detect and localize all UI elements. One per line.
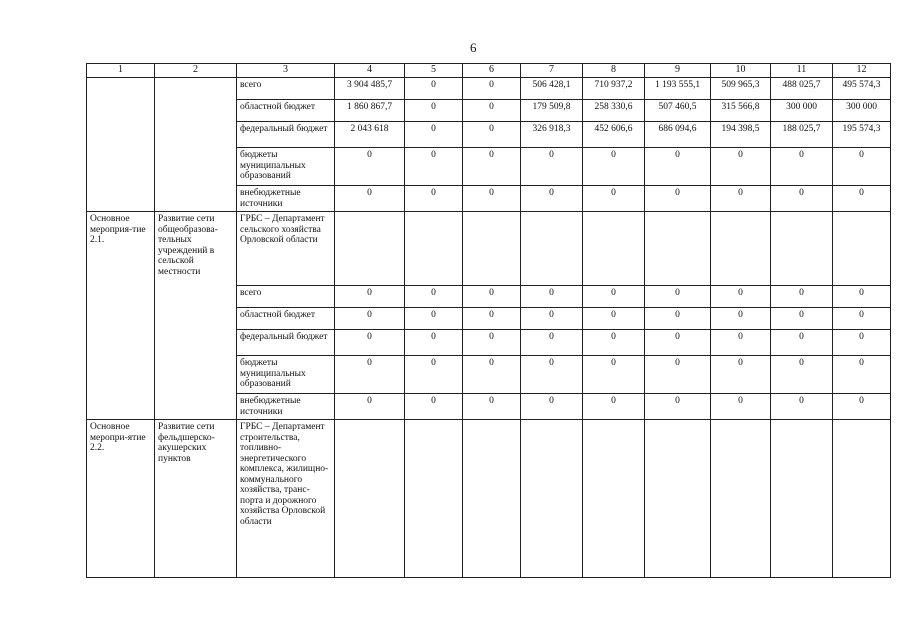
empty-cell: [645, 212, 711, 286]
value-cell: 1 860 867,7: [335, 100, 405, 122]
measure-row: [87, 212, 891, 286]
source-label: внебюджетные источники: [237, 394, 335, 420]
value-cell: 194 398,5: [711, 122, 771, 148]
value-cell: 0: [463, 286, 521, 308]
value-cell: 0: [583, 286, 645, 308]
measure-code: Основное мероприя-тие 2.1.: [87, 212, 155, 420]
empty-cell: [405, 212, 463, 286]
value-cell: 258 330,6: [583, 100, 645, 122]
value-cell: 509 965,3: [711, 78, 771, 100]
value-cell: 300 000: [771, 100, 833, 122]
value-cell: 0: [463, 100, 521, 122]
value-cell: 0: [833, 308, 891, 330]
grbs-label: ГРБС – Департамент строительства, топливно-энергетического комплекса, жилищно-коммунального хозяйства, транс-порта и дорожного хозяйства Орловской области: [237, 420, 335, 578]
value-cell: 0: [463, 78, 521, 100]
value-cell: 0: [521, 286, 583, 308]
column-header: 3: [237, 64, 335, 78]
value-cell: 188 025,7: [771, 122, 833, 148]
value-cell: 0: [405, 308, 463, 330]
empty-cell: [711, 420, 771, 578]
measure-name: Развитие сети фельдшерско-акушерских пунктов: [155, 420, 237, 578]
value-cell: 3 904 485,7: [335, 78, 405, 100]
value-cell: 0: [463, 186, 521, 212]
value-cell: 0: [583, 148, 645, 186]
empty-cell: [87, 78, 155, 212]
value-cell: 0: [521, 330, 583, 356]
empty-cell: [583, 212, 645, 286]
value-cell: 506 428,1: [521, 78, 583, 100]
column-header: 4: [335, 64, 405, 78]
value-cell: 0: [645, 330, 711, 356]
value-cell: 0: [335, 148, 405, 186]
value-cell: 507 460,5: [645, 100, 711, 122]
value-cell: 326 918,3: [521, 122, 583, 148]
empty-cell: [335, 420, 405, 578]
value-cell: 0: [833, 286, 891, 308]
value-cell: 0: [405, 78, 463, 100]
value-cell: 0: [463, 122, 521, 148]
source-label: бюджеты муниципальных образований: [237, 148, 335, 186]
empty-cell: [405, 420, 463, 578]
empty-cell: [521, 212, 583, 286]
value-cell: 315 566,8: [711, 100, 771, 122]
value-cell: 0: [771, 394, 833, 420]
value-cell: 0: [645, 186, 711, 212]
value-cell: 0: [583, 356, 645, 394]
value-cell: 0: [711, 308, 771, 330]
value-cell: 0: [645, 394, 711, 420]
column-header: 5: [405, 64, 463, 78]
value-cell: 0: [645, 286, 711, 308]
value-cell: 179 509,8: [521, 100, 583, 122]
value-cell: 0: [711, 286, 771, 308]
value-cell: 0: [521, 356, 583, 394]
value-cell: 710 937,2: [583, 78, 645, 100]
empty-cell: [583, 420, 645, 578]
column-header: 7: [521, 64, 583, 78]
column-number-row: [87, 64, 891, 78]
column-header: 2: [155, 64, 237, 78]
value-cell: 0: [521, 308, 583, 330]
value-cell: 0: [335, 186, 405, 212]
value-cell: 0: [405, 186, 463, 212]
value-cell: 0: [405, 330, 463, 356]
empty-cell: [463, 420, 521, 578]
value-cell: 0: [645, 356, 711, 394]
value-cell: 0: [335, 394, 405, 420]
value-cell: 0: [583, 330, 645, 356]
empty-cell: [771, 212, 833, 286]
value-cell: 686 094,6: [645, 122, 711, 148]
value-cell: 488 025,7: [771, 78, 833, 100]
value-cell: 0: [711, 394, 771, 420]
value-cell: 0: [711, 330, 771, 356]
empty-cell: [833, 420, 891, 578]
value-cell: 0: [521, 148, 583, 186]
value-cell: 0: [583, 308, 645, 330]
column-header: 10: [711, 64, 771, 78]
value-cell: 0: [405, 148, 463, 186]
value-cell: 0: [463, 330, 521, 356]
value-cell: 0: [711, 148, 771, 186]
value-cell: 2 043 618: [335, 122, 405, 148]
value-cell: 0: [463, 356, 521, 394]
value-cell: 0: [463, 394, 521, 420]
value-cell: 0: [405, 356, 463, 394]
source-label: внебюджетные источники: [237, 186, 335, 212]
source-label: федеральный бюджет: [237, 330, 335, 356]
value-cell: 0: [405, 100, 463, 122]
value-cell: 0: [833, 186, 891, 212]
column-header: 1: [87, 64, 155, 78]
value-cell: 0: [521, 186, 583, 212]
value-cell: 0: [771, 148, 833, 186]
value-cell: 1 193 555,1: [645, 78, 711, 100]
measure-row: [87, 420, 891, 578]
value-cell: 0: [521, 394, 583, 420]
empty-cell: [155, 78, 237, 212]
value-cell: 0: [833, 330, 891, 356]
measure-code: Основное меропри-ятие 2.2.: [87, 420, 155, 578]
empty-cell: [645, 420, 711, 578]
value-cell: 0: [771, 330, 833, 356]
table-row: [87, 78, 891, 100]
value-cell: 0: [833, 356, 891, 394]
value-cell: 300 000: [833, 100, 891, 122]
column-header: 9: [645, 64, 711, 78]
value-cell: 0: [711, 186, 771, 212]
value-cell: 452 606,6: [583, 122, 645, 148]
empty-cell: [833, 212, 891, 286]
value-cell: 0: [335, 330, 405, 356]
column-header: 8: [583, 64, 645, 78]
value-cell: 0: [335, 356, 405, 394]
value-cell: 0: [711, 356, 771, 394]
value-cell: 0: [463, 308, 521, 330]
value-cell: 0: [833, 148, 891, 186]
value-cell: 0: [405, 394, 463, 420]
column-header: 6: [463, 64, 521, 78]
source-label: областной бюджет: [237, 100, 335, 122]
empty-cell: [771, 420, 833, 578]
value-cell: 0: [771, 308, 833, 330]
value-cell: 0: [335, 308, 405, 330]
column-header: 12: [833, 64, 891, 78]
empty-cell: [335, 212, 405, 286]
value-cell: 0: [405, 122, 463, 148]
value-cell: 0: [771, 186, 833, 212]
source-label: бюджеты муниципальных образований: [237, 356, 335, 394]
page-number: 6: [470, 40, 477, 55]
source-label: всего: [237, 286, 335, 308]
value-cell: 0: [771, 356, 833, 394]
source-label: всего: [237, 78, 335, 100]
value-cell: 0: [771, 286, 833, 308]
value-cell: 0: [463, 148, 521, 186]
source-label: областной бюджет: [237, 308, 335, 330]
value-cell: 0: [335, 286, 405, 308]
value-cell: 0: [583, 186, 645, 212]
measure-name: Развитие сети общеобразова-тельных учреждений в сельской местности: [155, 212, 237, 420]
budget-table: [86, 63, 891, 578]
column-header: 11: [771, 64, 833, 78]
value-cell: 495 574,3: [833, 78, 891, 100]
value-cell: 0: [405, 286, 463, 308]
value-cell: 0: [645, 148, 711, 186]
empty-cell: [463, 212, 521, 286]
value-cell: 0: [583, 394, 645, 420]
grbs-label: ГРБС – Департамент сельского хозяйства Орловской области: [237, 212, 335, 286]
empty-cell: [521, 420, 583, 578]
value-cell: 0: [645, 308, 711, 330]
source-label: федеральный бюджет: [237, 122, 335, 148]
value-cell: 0: [833, 394, 891, 420]
value-cell: 195 574,3: [833, 122, 891, 148]
empty-cell: [711, 212, 771, 286]
